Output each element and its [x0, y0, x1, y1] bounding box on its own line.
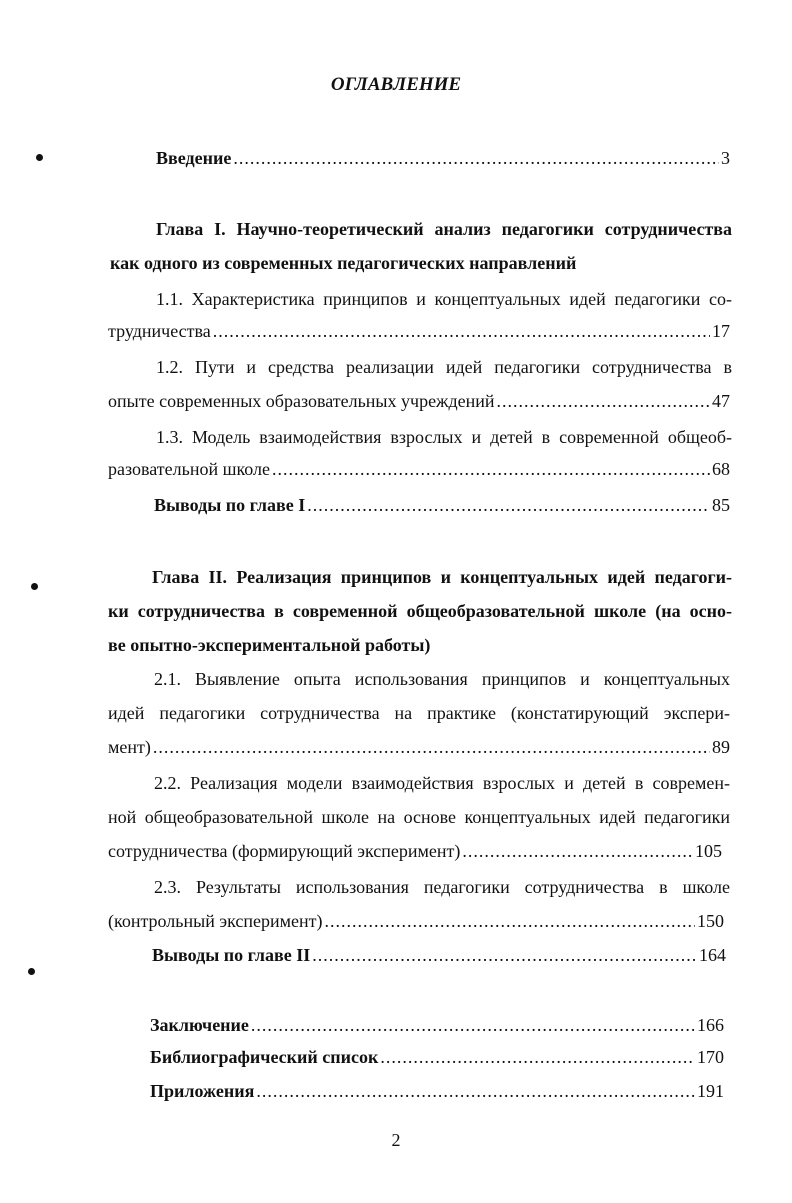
chapter2-heading-line3: ве опытно-экспериментальной работы) — [108, 635, 431, 655]
leader-dots — [153, 736, 710, 758]
toc-entry-conclusion[interactable] — [150, 1014, 724, 1036]
chapter2-heading-line1: Глава II. Реализация принципов и концептуальных идей педагоги- — [152, 567, 732, 587]
toc-label: Введение — [156, 148, 232, 168]
toc-entry-1-2[interactable] — [108, 390, 730, 412]
toc-label: разовательной школе — [108, 459, 271, 479]
chapter2-heading-line2: ки сотрудничества в современной общеобразовательной школе (на осно- — [108, 601, 732, 621]
toc-label: Выводы по главе I — [154, 495, 306, 515]
leader-dots — [462, 840, 693, 862]
section-1-2-line1: 1.2. Пути и средства реализации идей педагогики сотрудничества в — [156, 357, 732, 377]
toc-label: Заключение — [150, 1015, 249, 1035]
leader-dots — [213, 320, 710, 342]
toc-page: 47 — [712, 391, 730, 411]
toc-page: 170 — [697, 1047, 724, 1067]
toc-entry-1-3[interactable] — [108, 458, 730, 480]
section-2-1-line2: идей педагогики сотрудничества на практике (констатирующий экспери- — [108, 703, 730, 723]
toc-label: Библиографический список — [150, 1047, 379, 1067]
leader-dots — [256, 1080, 695, 1102]
toc-page: 166 — [697, 1015, 724, 1035]
toc-page: 3 — [721, 148, 730, 168]
leader-dots — [497, 390, 710, 412]
section-2-1-line1: 2.1. Выявление опыта использования принципов и концептуальных — [154, 669, 730, 689]
page-title: ОГЛАВЛЕНИЕ — [330, 74, 462, 95]
margin-mark — [36, 154, 43, 161]
toc-entry-2-1[interactable] — [108, 736, 730, 758]
toc-entry-intro[interactable] — [156, 147, 730, 169]
toc-page: 68 — [712, 459, 730, 479]
toc-entry-bibliography[interactable] — [150, 1046, 724, 1068]
leader-dots — [307, 494, 710, 516]
section-1-1-line1: 1.1. Характеристика принципов и концептуальных идей педагогики со- — [156, 289, 732, 309]
toc-label: опыте современных образовательных учреждений — [108, 391, 495, 411]
toc-page: 17 — [712, 321, 730, 341]
toc-entry-2-3[interactable] — [108, 910, 724, 932]
chapter1-heading-line2: как одного из современных педагогических направлений — [110, 253, 577, 273]
toc-entry-2-2[interactable] — [108, 840, 722, 862]
leader-dots — [380, 1046, 695, 1068]
chapter1-heading-line1: Глава I. Научно-теоретический анализ педагогики сотрудничества — [156, 219, 732, 239]
toc-page: 85 — [712, 495, 730, 515]
section-2-2-line2: ной общеобразовательной школе на основе концептуальных идей педагогики — [108, 807, 730, 827]
toc-entry-conclusions-1[interactable] — [154, 494, 730, 516]
section-1-3-line1: 1.3. Модель взаимодействия взрослых и детей в современной общеоб- — [156, 427, 732, 447]
leader-dots — [272, 458, 710, 480]
margin-mark — [28, 968, 35, 975]
section-2-2-line1: 2.2. Реализация модели взаимодействия взрослых и детей в современ- — [154, 773, 730, 793]
toc-entry-appendices[interactable] — [150, 1080, 724, 1102]
leader-dots — [251, 1014, 695, 1036]
toc-label: Приложения — [150, 1081, 255, 1101]
toc-label: трудничества — [108, 321, 211, 341]
toc-page: 150 — [697, 911, 724, 931]
toc-page: 164 — [699, 945, 726, 965]
margin-mark — [31, 583, 38, 590]
toc-page: 89 — [712, 737, 730, 757]
leader-dots — [233, 147, 719, 169]
section-2-3-line1: 2.3. Результаты использования педагогики сотрудничества в школе — [154, 877, 730, 897]
toc-label: сотрудничества (формирующий эксперимент) — [108, 841, 461, 861]
toc-label: Выводы по главе II — [152, 945, 311, 965]
toc-page: 105 — [695, 841, 722, 861]
toc-page: 191 — [697, 1081, 724, 1101]
leader-dots — [312, 944, 697, 966]
leader-dots — [325, 910, 696, 932]
toc-label: (контрольный эксперимент) — [108, 911, 323, 931]
toc-entry-1-1[interactable] — [108, 320, 730, 342]
page-number: 2 — [391, 1130, 401, 1150]
toc-entry-conclusions-2[interactable] — [152, 944, 726, 966]
toc-label: мент) — [108, 737, 151, 757]
